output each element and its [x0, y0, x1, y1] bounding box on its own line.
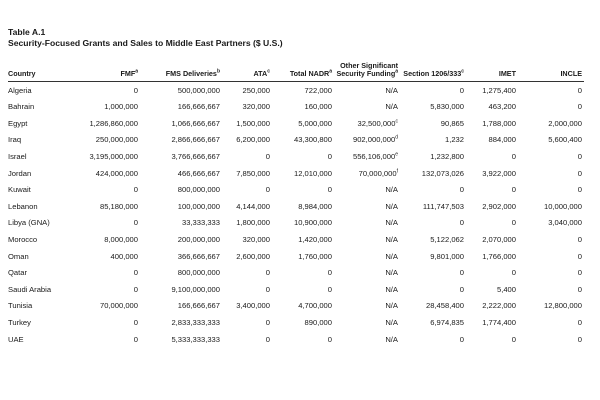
cell-value: 902,000,000 — [352, 135, 396, 145]
cell-ata: 0 — [265, 334, 270, 344]
footnote-marker: d — [395, 134, 398, 141]
cell-fms: 500,000,000 — [177, 85, 220, 95]
column-header-label: FMS Deliveries — [165, 69, 217, 79]
footnote-marker: a — [395, 69, 398, 76]
cell-fmf: 0 — [133, 334, 138, 344]
cell-imet: 0 — [511, 218, 516, 228]
cell-sec: 6,974,835 — [430, 317, 464, 327]
column-header-label: FMF — [120, 69, 136, 79]
cell-incle: 0 — [577, 185, 582, 195]
cell-country: Jordan — [8, 168, 32, 178]
cell-imet: 1,788,000 — [482, 118, 516, 128]
cell-other: N/A — [385, 85, 398, 95]
table-row — [8, 148, 584, 165]
cell-value: 556,106,000 — [352, 151, 396, 161]
cell-other: N/A — [385, 301, 398, 311]
table-row — [8, 215, 584, 232]
cell-ata: 1,800,000 — [236, 218, 270, 228]
table-title: Security-Focused Grants and Sales to Middle East Partners ($ U.S.) — [8, 38, 283, 48]
cell-fms: 1,066,666,667 — [171, 118, 220, 128]
footnote-marker: a — [329, 69, 332, 76]
cell-country: Iraq — [8, 135, 22, 145]
cell-ata: 0 — [265, 317, 270, 327]
cell-other — [334, 115, 400, 132]
cell-incle: 0 — [577, 151, 582, 161]
table-row — [8, 198, 584, 215]
cell-other: N/A — [385, 284, 398, 294]
column-header-label: Section 1206/333 — [403, 69, 462, 79]
table-header — [8, 62, 584, 81]
cell-incle: 0 — [577, 317, 582, 327]
cell-fms: 466,666,667 — [177, 168, 220, 178]
cell-nadr: 5,000,000 — [298, 118, 332, 128]
column-header-label: Total NADR — [289, 69, 330, 79]
cell-country: Egypt — [8, 118, 28, 128]
cell-value: 70,000,000 — [358, 168, 397, 178]
cell-ata: 320,000 — [242, 234, 270, 244]
table-label: Table A.1 — [8, 27, 46, 37]
cell-ata: 0 — [265, 284, 270, 294]
cell-value: 32,500,000 — [357, 118, 396, 128]
column-header-label: Other Significant Security Funding — [336, 61, 398, 79]
cell-fmf: 1,000,000 — [104, 102, 138, 112]
cell-fmf: 85,180,000 — [99, 201, 138, 211]
cell-ata: 7,850,000 — [236, 168, 270, 178]
cell-imet: 0 — [511, 334, 516, 344]
footnote-marker: b — [216, 69, 220, 76]
cell-incle: 0 — [577, 102, 582, 112]
cell-fmf: 0 — [133, 284, 138, 294]
cell-sec: 28,458,400 — [425, 301, 464, 311]
column-header-nadr — [272, 62, 334, 81]
cell-sec: 1,232,800 — [430, 151, 464, 161]
cell-other — [334, 132, 400, 149]
cell-imet: 884,000 — [488, 135, 516, 145]
cell-ata: 1,500,000 — [236, 118, 270, 128]
footnote-marker: c — [395, 118, 398, 125]
cell-fmf: 400,000 — [110, 251, 138, 261]
cell-country: Turkey — [8, 317, 31, 327]
table-row — [8, 132, 584, 149]
column-header-ata — [222, 62, 272, 81]
cell-ata: 6,200,000 — [236, 135, 270, 145]
table-body — [8, 81, 584, 347]
cell-fms: 366,666,667 — [177, 251, 220, 261]
cell-fmf: 424,000,000 — [95, 168, 138, 178]
cell-incle: 0 — [577, 85, 582, 95]
footnote-marker: a — [135, 69, 138, 76]
cell-ata: 4,144,000 — [236, 201, 270, 211]
cell-country: Israel — [8, 151, 27, 161]
cell-sec: 0 — [459, 334, 464, 344]
table-row — [8, 81, 584, 98]
cell-nadr: 0 — [327, 185, 332, 195]
cell-nadr: 0 — [327, 334, 332, 344]
cell-fmf: 0 — [133, 185, 138, 195]
cell-other: N/A — [385, 102, 398, 112]
cell-sec: 132,073,026 — [421, 168, 464, 178]
cell-other: N/A — [385, 218, 398, 228]
cell-other: N/A — [385, 251, 398, 261]
table-row — [8, 165, 584, 182]
cell-fmf: 250,000,000 — [95, 135, 138, 145]
cell-fms: 2,866,666,667 — [171, 135, 220, 145]
cell-ata: 0 — [265, 185, 270, 195]
cell-imet: 0 — [511, 151, 516, 161]
column-header-label: Country — [8, 69, 36, 79]
cell-nadr: 160,000 — [304, 102, 332, 112]
footnote-marker: f — [396, 168, 398, 175]
table-row — [8, 248, 584, 265]
cell-country: Saudi Arabia — [8, 284, 52, 294]
cell-country: UAE — [8, 334, 24, 344]
cell-fms: 800,000,000 — [177, 185, 220, 195]
cell-fms: 9,100,000,000 — [171, 284, 220, 294]
table-row — [8, 115, 584, 132]
cell-fms: 200,000,000 — [177, 234, 220, 244]
cell-imet: 463,200 — [488, 102, 516, 112]
cell-other: N/A — [385, 317, 398, 327]
cell-incle: 0 — [577, 268, 582, 278]
cell-sec: 0 — [459, 85, 464, 95]
cell-imet: 2,902,000 — [482, 201, 516, 211]
cell-other: N/A — [385, 334, 398, 344]
cell-country: Morocco — [8, 234, 38, 244]
cell-country: Oman — [8, 251, 29, 261]
column-header-label: IMET — [498, 69, 516, 79]
cell-nadr: 0 — [327, 268, 332, 278]
cell-imet: 3,922,000 — [482, 168, 516, 178]
cell-country: Lebanon — [8, 201, 38, 211]
cell-incle: 5,600,400 — [548, 135, 582, 145]
cell-fmf: 0 — [133, 218, 138, 228]
column-header-sec — [400, 62, 466, 81]
cell-sec: 5,830,000 — [430, 102, 464, 112]
cell-sec: 90,865 — [440, 118, 464, 128]
cell-fmf: 3,195,000,000 — [89, 151, 138, 161]
table-row — [8, 181, 584, 198]
cell-nadr: 12,010,000 — [293, 168, 332, 178]
column-header-country — [8, 62, 78, 81]
cell-nadr: 0 — [327, 284, 332, 294]
cell-country: Libya (GNA) — [8, 218, 50, 228]
cell-nadr: 4,700,000 — [298, 301, 332, 311]
cell-nadr: 1,420,000 — [298, 234, 332, 244]
cell-country: Bahrain — [8, 102, 35, 112]
cell-fmf: 1,286,860,000 — [89, 118, 138, 128]
cell-incle: 0 — [577, 251, 582, 261]
cell-fms: 2,833,333,333 — [171, 317, 220, 327]
cell-imet: 1,275,400 — [482, 85, 516, 95]
column-header-fms — [140, 62, 222, 81]
cell-fmf: 70,000,000 — [99, 301, 138, 311]
cell-incle: 12,800,000 — [543, 301, 582, 311]
cell-sec: 1,232 — [444, 135, 464, 145]
cell-imet: 1,774,400 — [482, 317, 516, 327]
cell-imet: 0 — [511, 268, 516, 278]
footnote-marker: e — [395, 151, 398, 158]
cell-fms: 100,000,000 — [177, 201, 220, 211]
cell-sec: 5,122,062 — [430, 234, 464, 244]
cell-sec: 0 — [459, 185, 464, 195]
cell-ata: 0 — [265, 268, 270, 278]
cell-nadr: 1,760,000 — [298, 251, 332, 261]
table-row — [8, 281, 584, 298]
table-caption — [8, 27, 283, 49]
cell-country: Tunisia — [8, 301, 33, 311]
cell-nadr: 890,000 — [304, 317, 332, 327]
table-row — [8, 298, 584, 315]
cell-nadr: 0 — [327, 151, 332, 161]
cell-incle: 10,000,000 — [543, 201, 582, 211]
cell-ata: 320,000 — [242, 102, 270, 112]
cell-country: Qatar — [8, 268, 27, 278]
cell-incle: 3,040,000 — [548, 218, 582, 228]
column-header-other — [334, 62, 400, 81]
cell-sec: 0 — [459, 284, 464, 294]
footnote-marker: c — [267, 69, 270, 76]
table-row — [8, 264, 584, 281]
cell-fms: 166,666,667 — [177, 301, 220, 311]
cell-imet: 2,070,000 — [482, 234, 516, 244]
cell-fmf: 0 — [133, 85, 138, 95]
table-row — [8, 231, 584, 248]
cell-imet: 2,222,000 — [482, 301, 516, 311]
cell-fmf: 8,000,000 — [104, 234, 138, 244]
cell-fms: 800,000,000 — [177, 268, 220, 278]
cell-sec: 9,801,000 — [430, 251, 464, 261]
cell-fms: 166,666,667 — [177, 102, 220, 112]
cell-other: N/A — [385, 268, 398, 278]
column-header-label: INCLE — [560, 69, 582, 79]
table-row — [8, 98, 584, 115]
cell-incle: 2,000,000 — [548, 118, 582, 128]
cell-fmf: 0 — [133, 317, 138, 327]
header-row — [8, 62, 584, 81]
cell-fms: 3,766,666,667 — [171, 151, 220, 161]
cell-nadr: 43,300,800 — [293, 135, 332, 145]
table-row — [8, 331, 584, 348]
cell-ata: 250,000 — [242, 85, 270, 95]
cell-nadr: 10,900,000 — [293, 218, 332, 228]
cell-sec: 111,747,503 — [422, 201, 464, 211]
cell-fms: 33,333,333 — [181, 218, 220, 228]
cell-ata: 0 — [265, 151, 270, 161]
grants-sales-table — [8, 62, 584, 347]
cell-sec: 0 — [459, 268, 464, 278]
cell-ata: 2,600,000 — [236, 251, 270, 261]
cell-imet: 1,766,000 — [482, 251, 516, 261]
cell-nadr: 722,000 — [304, 85, 332, 95]
cell-nadr: 8,984,000 — [298, 201, 332, 211]
column-header-incle — [518, 62, 584, 81]
cell-country: Algeria — [8, 85, 32, 95]
cell-country: Kuwait — [8, 185, 31, 195]
cell-imet: 0 — [511, 185, 516, 195]
cell-other: N/A — [385, 185, 398, 195]
cell-other — [334, 165, 400, 182]
cell-incle: 0 — [577, 234, 582, 244]
cell-incle: 0 — [577, 284, 582, 294]
cell-fmf: 0 — [133, 268, 138, 278]
column-header-imet — [466, 62, 518, 81]
cell-incle: 0 — [577, 168, 582, 178]
column-header-label: ATA — [253, 69, 268, 79]
cell-sec: 0 — [459, 218, 464, 228]
cell-incle: 0 — [577, 334, 582, 344]
column-header-fmf — [78, 62, 140, 81]
cell-other: N/A — [385, 201, 398, 211]
footnote-marker: c — [461, 69, 464, 76]
cell-imet: 5,400 — [496, 284, 516, 294]
cell-fms: 5,333,333,333 — [171, 334, 220, 344]
table-row — [8, 314, 584, 331]
cell-other — [334, 148, 400, 165]
cell-ata: 3,400,000 — [236, 301, 270, 311]
cell-other: N/A — [385, 234, 398, 244]
